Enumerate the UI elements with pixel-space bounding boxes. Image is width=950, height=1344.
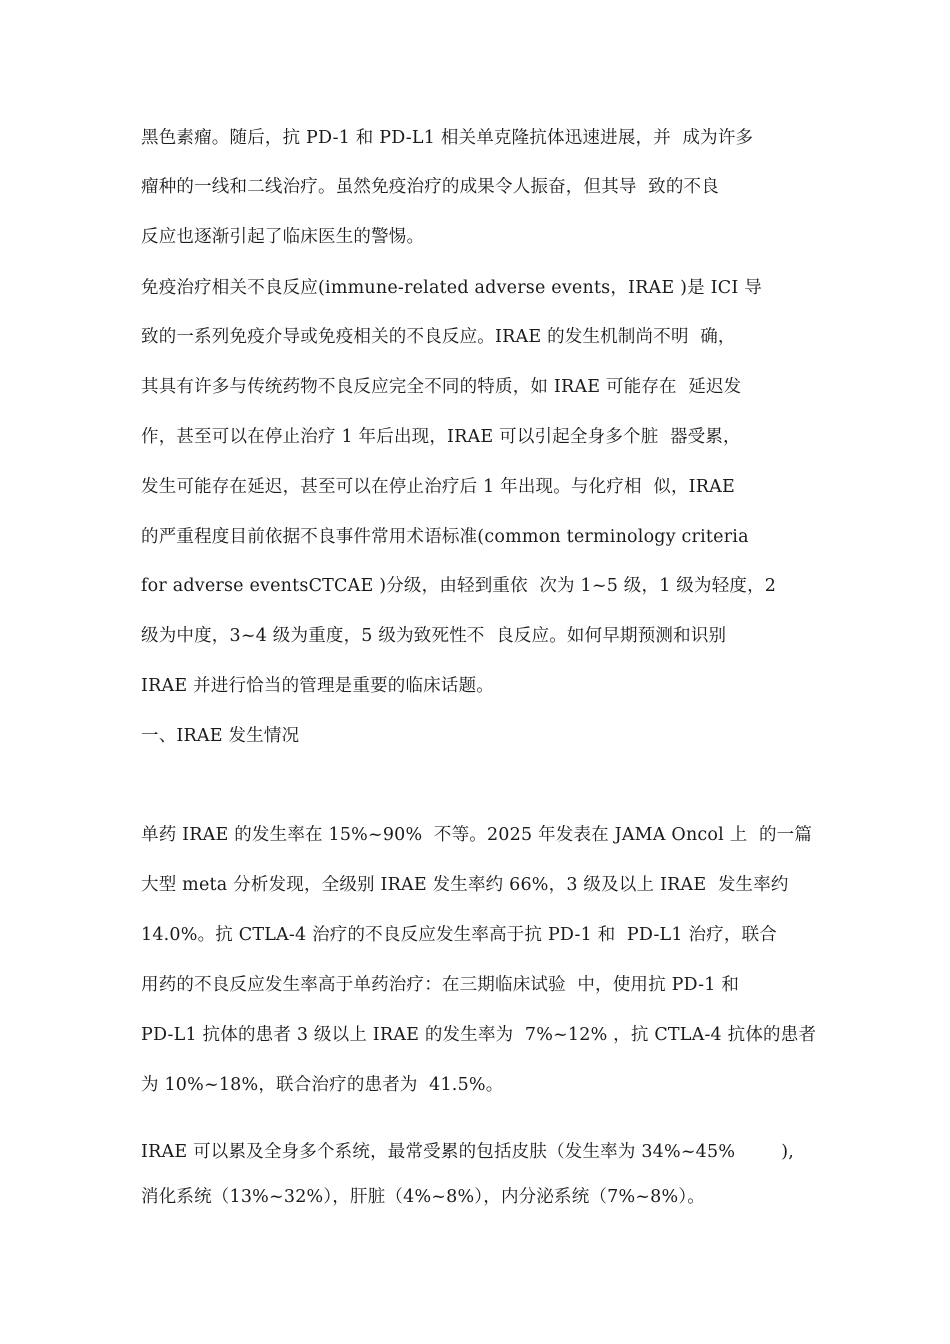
text-line: 的严重程度目前依据不良事件常用术语标准(common terminology criteria	[141, 527, 749, 547]
text-line: 免疫治疗相关不良反应(immune-related adverse events，IRAE )是 ICI 导	[141, 278, 762, 298]
text-line: 级为中度，3~4 级为重度，5 级为致死性不 良反应。如何早期预测和识别	[141, 626, 727, 646]
text-line: 14.0%。抗 CTLA-4 治疗的不良反应发生率高于抗 PD-1 和 PD-L1 治疗，联合	[141, 925, 777, 945]
text-line: 黑色素瘤。随后，抗 PD-1 和 PD-L1 相关单克隆抗体迅速进展，并 成为许多	[141, 128, 754, 148]
text-line: 大型 meta 分析发现，全级别 IRAE 发生率约 66%，3 级及以上 IRAE 发生率约	[141, 875, 789, 895]
text-line: 发生可能存在延迟，甚至可以在停止治疗后 1 年出现。与化疗相 似，IRAE	[141, 477, 735, 497]
text-line: IRAE 并进行恰当的管理是重要的临床话题。	[141, 676, 494, 696]
text-line: 致的一系列免疫介导或免疫相关的不良反应。IRAE 的发生机制尚不明 确，	[141, 327, 736, 347]
text-line: 单药 IRAE 的发生率在 15%~90% 不等。2025 年发表在 JAMA Oncol 上 的一篇	[141, 825, 813, 845]
text-line: 作，甚至可以在停止治疗 1 年后出现，IRAE 可以引起全身多个脏 器受累，	[141, 427, 741, 447]
text-line: for adverse eventsCTCAE )分级，由轻到重依 次为 1~5 级，1 级为轻度，2	[141, 576, 777, 596]
section-heading: 一、IRAE 发生情况	[141, 726, 300, 746]
text-line: 用药的不良反应发生率高于单药治疗：在三期临床试验 中，使用抗 PD-1 和	[141, 975, 740, 995]
text-line: IRAE 可以累及全身多个系统，最常受累的包括皮肤（发生率为 34%~45% ),	[141, 1142, 795, 1162]
text-line: 反应也逐渐引起了临床医生的警惕。	[141, 227, 425, 247]
text-line: 瘤种的一线和二线治疗。虽然免疫治疗的成果令人振奋，但其导 致的不良	[141, 177, 719, 197]
text-line: 为 10%~18%，联合治疗的患者为 41.5%。	[141, 1075, 504, 1095]
text-line: 其具有许多与传统药物不良反应完全不同的特质，如 IRAE 可能存在 延迟发	[141, 377, 742, 397]
text-line: 消化系统（13%~32%），肝脏（4%~8%），内分泌系统（7%~8%）。	[141, 1187, 705, 1207]
text-line: PD-L1 抗体的患者 3 级以上 IRAE 的发生率为 7%~12% ，抗 CTLA-4 抗体的患者	[141, 1025, 817, 1045]
